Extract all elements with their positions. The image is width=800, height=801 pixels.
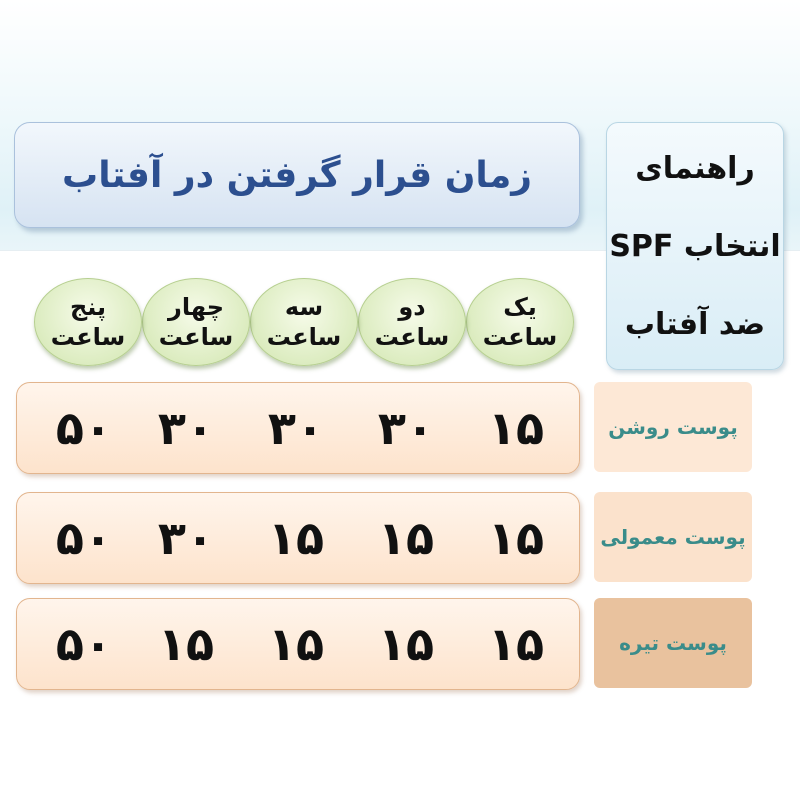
guide-line-1: راهنمای (635, 150, 755, 186)
spf-value-hour-4: ۳۰ (157, 401, 215, 455)
hour-number: چهار (168, 293, 224, 321)
spf-value-hour-1: ۱۵ (487, 511, 545, 565)
spf-value-hour-5: ۵۰ (55, 401, 113, 455)
hour-five (34, 278, 142, 366)
page-title: زمان قرار گرفتن در آفتاب (62, 154, 532, 196)
title-box (14, 122, 580, 228)
spf-value-hour-3: ۱۵ (267, 617, 325, 671)
hour-unit: ساعت (374, 323, 450, 351)
spf-value-hour-2: ۱۵ (377, 511, 435, 565)
hour-number: پنج (69, 293, 107, 321)
skin-label-text: پوست معمولی (600, 525, 746, 549)
spf-value-hour-1: ۱۵ (487, 401, 545, 455)
spf-value-hour-3: ۱۵ (267, 511, 325, 565)
spf-value-hour-4: ۱۵ (157, 617, 215, 671)
spf-value-hour-5: ۵۰ (55, 617, 113, 671)
skin-label-text: پوست تیره (619, 631, 727, 655)
hour-number: سه (284, 293, 324, 321)
spf-value-hour-4: ۳۰ (157, 511, 215, 565)
hour-two (358, 278, 466, 366)
skin-label-normal (594, 492, 752, 582)
table-row-dark-skin (16, 598, 580, 690)
spf-value-hour-3: ۳۰ (267, 401, 325, 455)
spf-value-hour-2: ۱۵ (377, 617, 435, 671)
guide-line-2: انتخاب SPF (609, 228, 781, 264)
hour-header (28, 278, 578, 370)
skin-label-dark (594, 598, 752, 688)
spf-guide-box (606, 122, 784, 370)
skin-label-text: پوست روشن (608, 415, 738, 439)
hour-unit: ساعت (158, 323, 234, 351)
hour-four (142, 278, 250, 366)
spf-value-hour-2: ۳۰ (377, 401, 435, 455)
hour-unit: ساعت (266, 323, 342, 351)
hour-three (250, 278, 358, 366)
guide-line-3: ضد آفتاب (624, 306, 766, 342)
hour-unit: ساعت (50, 323, 126, 351)
hour-number: دو (398, 293, 426, 321)
table-row-light-skin (16, 382, 580, 474)
hour-number: یک (503, 293, 537, 321)
hour-one (466, 278, 574, 366)
hour-unit: ساعت (482, 323, 558, 351)
spf-value-hour-5: ۵۰ (55, 511, 113, 565)
spf-value-hour-1: ۱۵ (487, 617, 545, 671)
skin-label-light (594, 382, 752, 472)
table-row-normal-skin (16, 492, 580, 584)
